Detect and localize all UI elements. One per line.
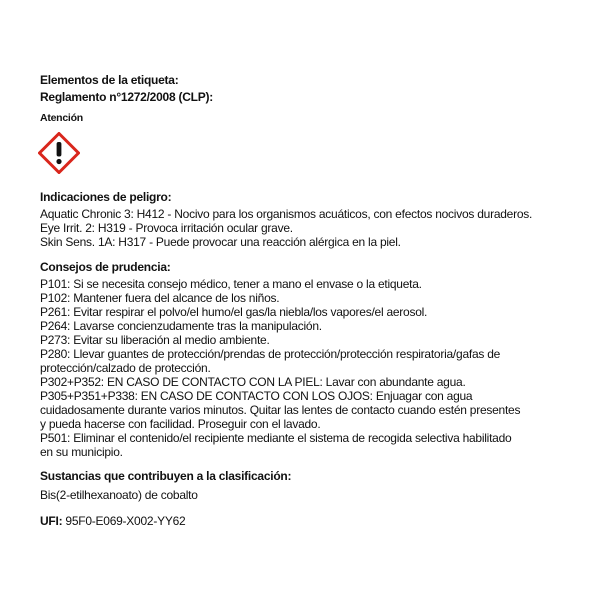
signal-word: Atención [40, 112, 83, 124]
hazard-line: Aquatic Chronic 3: H412 - Nocivo para los organismos acuáticos, con efectos nocivos duraderos. [40, 207, 533, 221]
label-elements-title: Elementos de la etiqueta: [40, 73, 179, 87]
precaution-line: P264: Lavarse concienzudamente tras la manipulación. [40, 319, 322, 333]
substance-name: Bis(2-etilhexanoato) de cobalto [40, 488, 198, 502]
precaution-line: P501: Eliminar el contenido/el recipiente mediante el sistema de recogida selectiva habilitado [40, 431, 512, 445]
ufi-code: 95F0-E069-X002-YY62 [65, 514, 186, 528]
precaution-line: P101: Si se necesita consejo médico, tener a mano el envase o la etiqueta. [40, 277, 422, 291]
precaution-list [40, 277, 520, 459]
precaution-line: en su municipio. [40, 445, 123, 459]
precaution-line: y pueda hacerse con facilidad. Proseguir con el lavado. [40, 417, 321, 431]
precaution-heading: Consejos de prudencia: [40, 260, 171, 274]
hazard-line: Eye Irrit. 2: H319 - Provoca irritación ocular grave. [40, 221, 293, 235]
hazard-heading: Indicaciones de peligro: [40, 190, 172, 204]
precaution-line: P102: Mantener fuera del alcance de los niños. [40, 291, 280, 305]
ufi-label: UFI: [40, 514, 63, 528]
substances-heading: Sustancias que contribuyen a la clasificación: [40, 469, 292, 483]
precaution-line: protección/calzado de protección. [40, 361, 211, 375]
precaution-line: cuidadosamente durante varios minutos. Quitar las lentes de contacto cuando estén presentes [40, 403, 521, 417]
precaution-line: P280: Llevar guantes de protección/prendas de protección/protección respiratoria/gafas de [40, 347, 501, 361]
precaution-line: P302+P352: EN CASO DE CONTACTO CON LA PIEL: Lavar con abundante agua. [40, 375, 466, 389]
precaution-line: P273: Evitar su liberación al medio ambiente. [40, 333, 270, 347]
ufi-row [40, 514, 185, 528]
regulation-title: Reglamento n°1272/2008 (CLP): [40, 90, 213, 104]
hazard-line: Skin Sens. 1A: H317 - Puede provocar una reacción alérgica en la piel. [40, 235, 401, 249]
ghs07-exclamation-mark-icon [38, 132, 80, 174]
precaution-line: P305+P351+P338: EN CASO DE CONTACTO CON LOS OJOS: Enjuagar con agua [40, 389, 473, 403]
precaution-line: P261: Evitar respirar el polvo/el humo/el gas/la niebla/los vapores/el aerosol. [40, 305, 428, 319]
hazard-list [40, 207, 532, 249]
